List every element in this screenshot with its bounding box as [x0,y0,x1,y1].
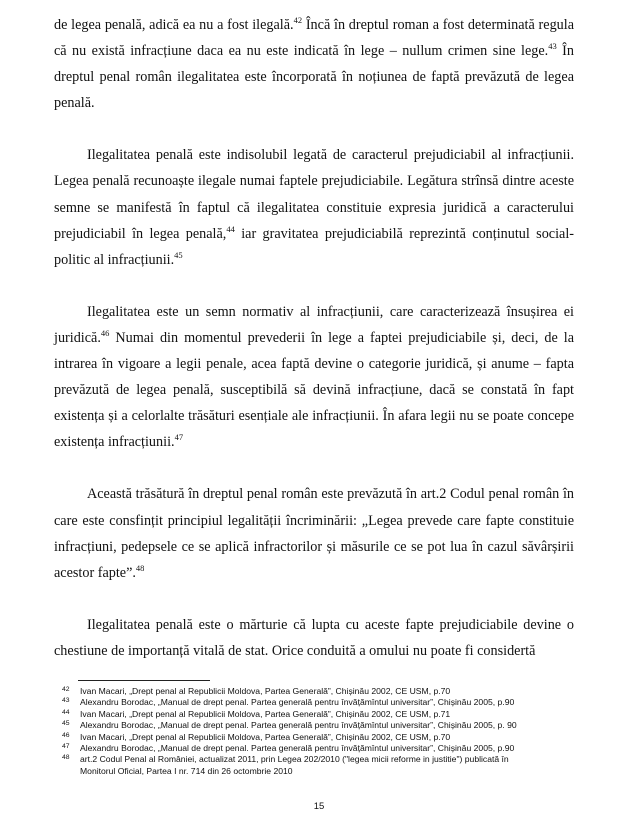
text-segment: Această trăsătură în dreptul penal român este prevăzută în art.2 Codul penal român în care este consfințit principiul legalității încriminării: „Legea prevede care fapte constituie infracțiuni, pedepsele ce se aplică infractorilor și măsurile ce se pot lua în cazul săvârșirii acestor fapte”. [54,486,574,581]
footnote-46 [62,732,562,743]
footnote-ref-46[interactable]: 46 [100,327,110,338]
footnote-number: 45 [62,720,70,728]
page-number: 15 [313,801,325,812]
text-segment: În dreptul penal român ilegalitatea este încorporată în noțiunea de faptă prevăzută de legea penală. [54,43,574,112]
paragraph-2 [54,142,574,272]
footnote-ref-45[interactable]: 45 [174,249,183,260]
paragraph-3 [54,299,574,456]
text-segment: Ilegalitatea penală este o mărturie că lupta cu aceste fapte prejudiciabile devine o chestiune de importanță vitală de stat. Orice conduită a omului nu poate fi considertă [54,616,574,659]
text-segment: Ilegalitatea penală este indisolubil legată de caracterul prejudiciabil al infracțiunii. Legea penală recunoaște ilegale numai faptele prejudiciabile. Legătura strînsă dintre aceste semne se manifestă în faptul că ilegalitatea constituie expresia juridică a caracterului prejudiciabil în legea penală, [54,147,574,242]
footnote-number: 47 [62,743,70,751]
footnote-44 [62,709,562,720]
footnote-text-continued: Monitorul Oficial, Partea I nr. 714 din 26 octombrie 2010 [80,765,293,776]
text-segment: Numai din momentul prevederii în lege a faptei prejudiciabile și, deci, de la intrarea în vigoare a legii penale, acea faptă devine o categorie juridică, și anume – fapta prevăzută de legea penală, susceptibilă să devină infracțiune, dacă se constată în fapt existența și a celorlalte trăsături esențiale ale infracțiunii. În afara legii nu se poate concepe existența infracțiunii. [54,329,574,451]
footnote-ref-43[interactable]: 43 [548,41,557,52]
footnote-text: Ivan Macari, „Drept penal al Republicii Moldova, Partea Generală”, Chișinău 2002, CE USM, p.70 [80,686,451,696]
body-text [54,0,574,664]
footnote-45 [62,720,562,731]
footnote-text: Ivan Macari, „Drept penal al Republicii Moldova, Partea Generală”, Chișinău 2002, CE USM, p.70 [80,731,451,742]
footnote-47 [62,743,562,754]
footnote-number: 43 [62,697,70,705]
paragraph-4 [54,481,574,585]
text-segment: iar gravitatea prejudiciabilă reprezintă conținutul social-politic al infracțiunii. [54,225,574,268]
footnote-43 [62,697,562,708]
footnote-ref-48[interactable]: 48 [135,562,145,573]
footnote-text: Alexandru Borodac, „Manual de drept penal. Partea generală pentru învățămîntul universitar”, Chișinău 2005, p. 90 [80,720,517,731]
footnote-number: 42 [62,686,70,693]
footnote-text: art.2 Codul Penal al României, actualizat 2011, prin Legea 202/2010 ("legea micii reforme in justitie") publicată în [80,754,509,765]
footnote-number: 46 [62,731,70,739]
footnote-48 [62,754,562,765]
footnote-42 [62,686,562,697]
footnote-ref-42[interactable]: 42 [293,15,303,25]
footnote-text: Alexandru Borodac, „Manual de drept penal. Partea generală pentru învățămîntul universitar”, Chișinău 2005, p.90 [80,743,515,754]
footnote-text: Alexandru Borodac, „Manual de drept penal. Partea generală pentru învățămîntul universitar”, Chișinău 2005, p.90 [80,697,515,708]
footnote-number: 44 [62,708,70,716]
footnote-ref-47[interactable]: 47 [174,432,184,443]
footnote-ref-44[interactable]: 44 [226,223,235,234]
paragraph-5 [54,612,574,664]
footnote-separator [78,680,210,681]
text-segment: de legea penală, adică ea nu a fost ilegală. [54,17,294,33]
text-segment: Încă în dreptul roman a fost determinată regula că nu există infracțiune daca ea nu este indicată în lege – nullum crimen sine lege. [54,17,574,60]
text-segment: Ilegalitatea este un semn normativ al infracțiunii, care caracterizează însușirea ei juridică. [54,303,574,346]
footnote-number: 48 [62,754,70,762]
footnote-text: Ivan Macari, „Drept penal al Republicii Moldova, Partea Generală”, Chișinău 2002, CE USM, p.71 [80,708,451,719]
footnotes [62,686,562,777]
paragraph-1 [54,12,574,116]
